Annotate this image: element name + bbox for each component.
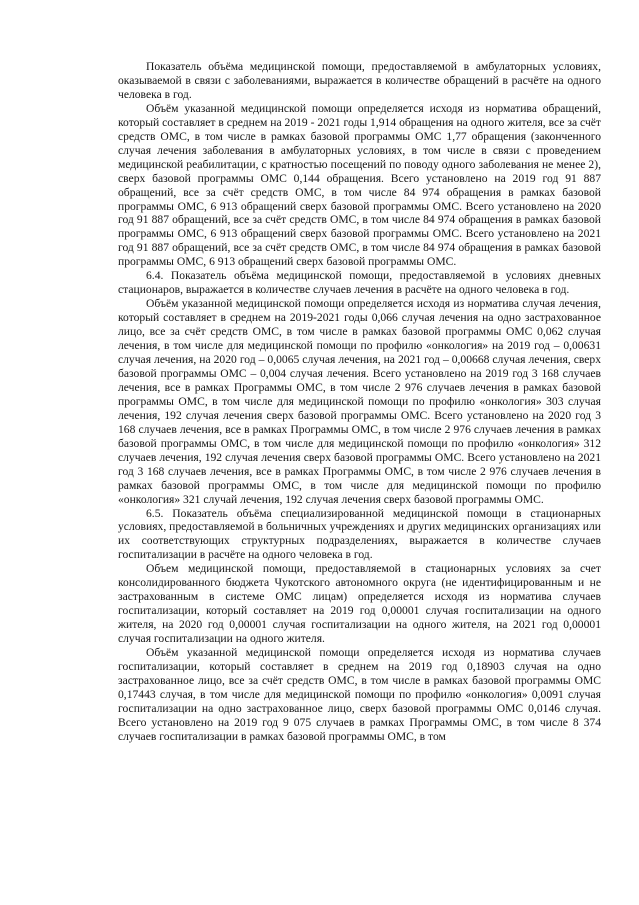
paragraph-ambulatory-indicator: Показатель объёма медицинской помощи, предоставляемой в амбулаторных условиях, оказываемой в связи с заболеваниями, выражается в количестве обращений в расчёте на одного человека в год. [118,60,601,101]
document-page [118,60,601,744]
paragraph-inpatient-budget-volume: Объем медицинской помощи, предоставляемой в стационарных условиях за счет консолидированного бюджета Чукотского автономного округа (не идентифицированным и не застрахованным в системе ОМС лицам) определяется исходя из норматива случаев госпитализации, который составляет на 2019 год 0,00001 случая госпитализации на одного жителя, на 2020 год 0,00001 случая госпитализации на одного жителя, на 2021 год 0,00001 случая госпитализации на одного жителя. [118,562,601,646]
paragraph-6-5-inpatient-indicator: 6.5. Показатель объёма специализированной медицинской помощи в стационарных условиях, предоставляемой в больничных учреждениях и других медицинских организациях или их соответствующих структурных подразделениях, выражается в количестве случаев госпитализации в расчёте на одного человека в год. [118,506,601,562]
paragraph-ambulatory-volume: Объём указанной медицинской помощи определяется исходя из норматива обращений, который составляет в среднем на 2019 - 2021 годы 1,914 обращения на одного жителя, все за счёт средств ОМС, в том числе в рамках базовой программы ОМС 1,77 обращения (законченного случая лечения заболевания в амбулаторных условиях, в том числе в связи с проведением медицинской реабилитации, с кратностью посещений по поводу одного заболевания не менее 2), сверх базовой программы ОМС 0,144 обращения. Всего установлено на 2019 год 91 887 обращений, все за счёт средств ОМС, в том числе 84 974 обращения в рамках базовой программы ОМС, 6 913 обращений сверх базовой программы ОМС. Всего установлено на 2020 год 91 887 обращений, все за счёт средств ОМС, в том числе 84 974 обращения в рамках базовой программы ОМС, 6 913 обращений сверх базовой программы ОМС. Всего установлено на 2021 год 91 887 обращений, все за счёт средств ОМС, в том числе 84 974 обращения в рамках базовой программы ОМС, 6 913 обращений сверх базовой программы ОМС. [118,101,601,269]
paragraph-day-hospital-volume: Объём указанной медицинской помощи определяется исходя из норматива случая лечения, который составляет в среднем на 2019-2021 годы 0,066 случая лечения на одно застрахованное лицо, все за счёт средств ОМС, в том числе в рамках базовой программы ОМС 0,062 случая лечения, в том числе для медицинской помощи по профилю «онкология» на 2019 год – 0,00631 случая лечения, на 2020 год – 0,0065 случая лечения, на 2021 год – 0,00668 случая лечения, сверх базовой программы ОМС – 0,004 случая лечения. Всего установлено на 2019 год 3 168 случаев лечения, все в рамках Программы ОМС, в том числе 2 976 случаев лечения в рамках базовой программы ОМС, в том числе для медицинской помощи по профилю «онкология» 303 случая лечения, 192 случая лечения сверх базовой программы ОМС. Всего установлено на 2020 год 3 168 случаев лечения, все в рамках Программы ОМС, в том числе 2 976 случаев лечения в рамках базовой программы ОМС, в том числе для медицинской помощи по профилю «онкология» 312 случаев лечения, 192 случая лечения сверх базовой программы ОМС. Всего установлено на 2021 год 3 168 случаев лечения, все в рамках Программы ОМС, в том числе 2 976 случаев лечения в рамках базовой программы ОМС, в том числе для медицинской помощи по профилю «онкология» 321 случай лечения, 192 случая лечения сверх базовой программы ОМС. [118,297,601,506]
paragraph-6-4-day-hospital-indicator: 6.4. Показатель объёма медицинской помощи, предоставляемой в условиях дневных стационаров, выражается в количестве случаев лечения в расчёте на одного человека в год. [118,269,601,297]
paragraph-inpatient-oms-volume: Объём указанной медицинской помощи определяется исходя из норматива случаев госпитализации, который составляет в среднем на 2019 год 0,18903 случая на одно застрахованное лицо, все за счёт средств ОМС, в том числе в рамках базовой программы ОМС 0,17443 случая, в том числе для медицинской помощи по профилю «онкология» 0,0091 случая госпитализации на одно застрахованное лицо, сверх базовой программы ОМС 0,0146 случая. Всего установлено на 2019 год 9 075 случаев в рамках Программы ОМС, в том числе 8 374 случаев госпитализации в рамках базовой программы ОМС, в том [118,646,601,743]
